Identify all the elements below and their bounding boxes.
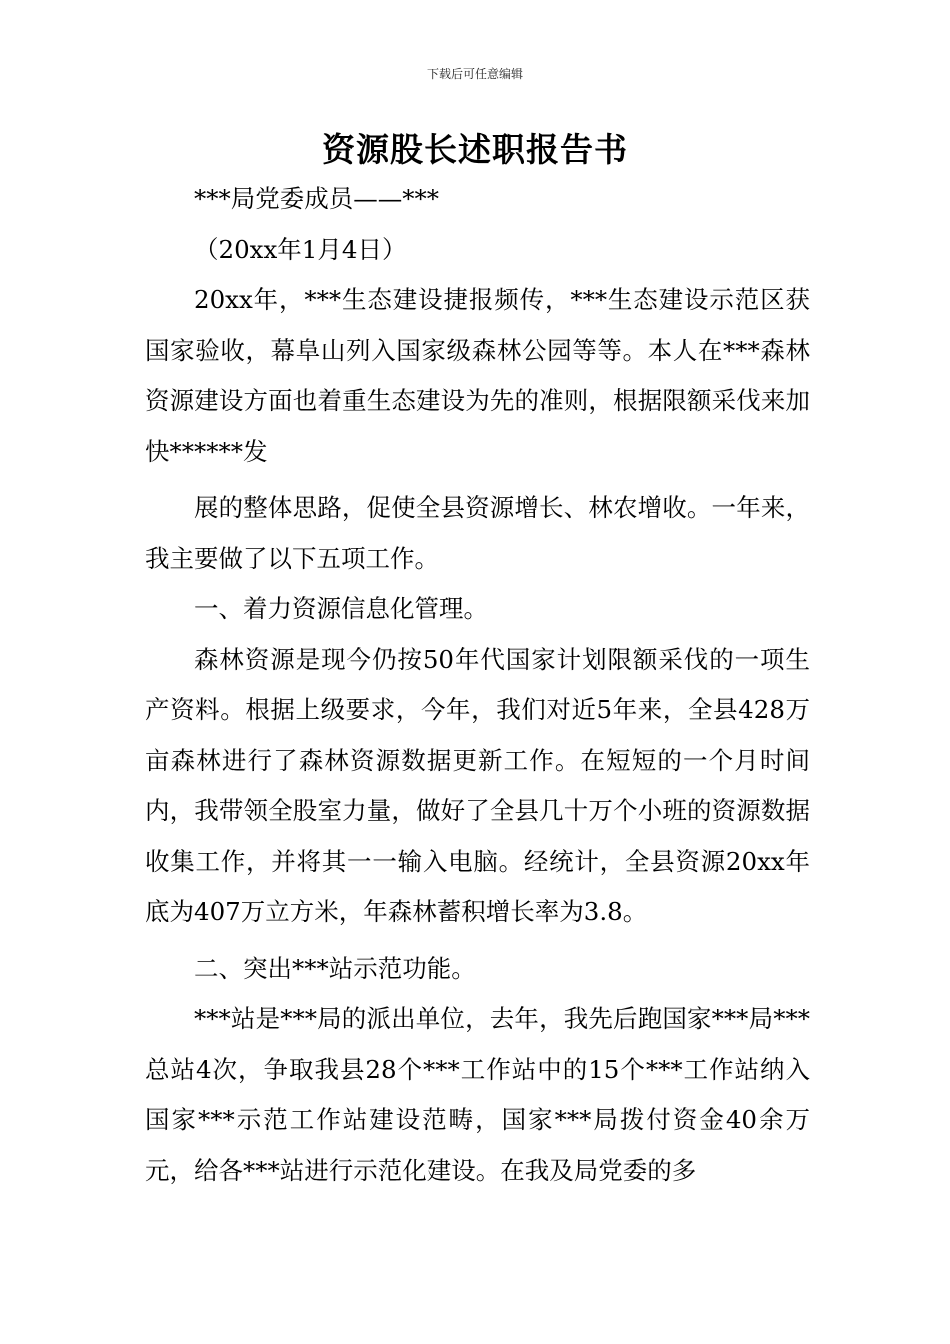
body-paragraph: 20xx年，***生态建设捷报频传，***生态建设示范区获国家验收，幕阜山列入国家级森林公园等等。本人在***森林资源建设方面也着重生态建设为先的准则，根据限额采伐来加快******发 — [145, 285, 810, 466]
date-line: （20xx年1月4日） — [194, 234, 407, 264]
document-title: 资源股长述职报告书 — [322, 130, 628, 169]
document-body — [145, 174, 810, 1196]
header-note: 下载后可任意编辑 — [426, 67, 523, 81]
section-heading: 二、突出***站示范功能。 — [194, 953, 476, 983]
body-paragraph: 展的整体思路，促使全县资源增长、林农增收。一年来，我主要做了以下五项工作。 — [145, 493, 810, 573]
body-paragraph: 森林资源是现今仍按50年代国家计划限额采伐的一项生产资料。根据上级要求，今年，我们对近5年来，全县428万亩森林进行了森林资源数据更新工作。在短短的一个月时间内，我带领全股室力量，做好了全县几十万个小班的资源数据收集工作，并将其一一输入电脑。经统计，全县资源20xx年底为407万立方米，年森林蓄积增长率为3.8。 — [145, 644, 810, 926]
section-heading: 一、着力资源信息化管理。 — [194, 594, 488, 623]
body-paragraph: ***站是***局的派出单位，去年，我先后跑国家***局***总站4次，争取我县28个***工作站中的15个***工作站纳入国家***示范工作站建设范畴，国家***局拨付资金40余万元，给各***站进行示范化建设。在我及局党委的多 — [145, 1004, 810, 1185]
author-line: ***局党委成员——*** — [194, 184, 439, 213]
